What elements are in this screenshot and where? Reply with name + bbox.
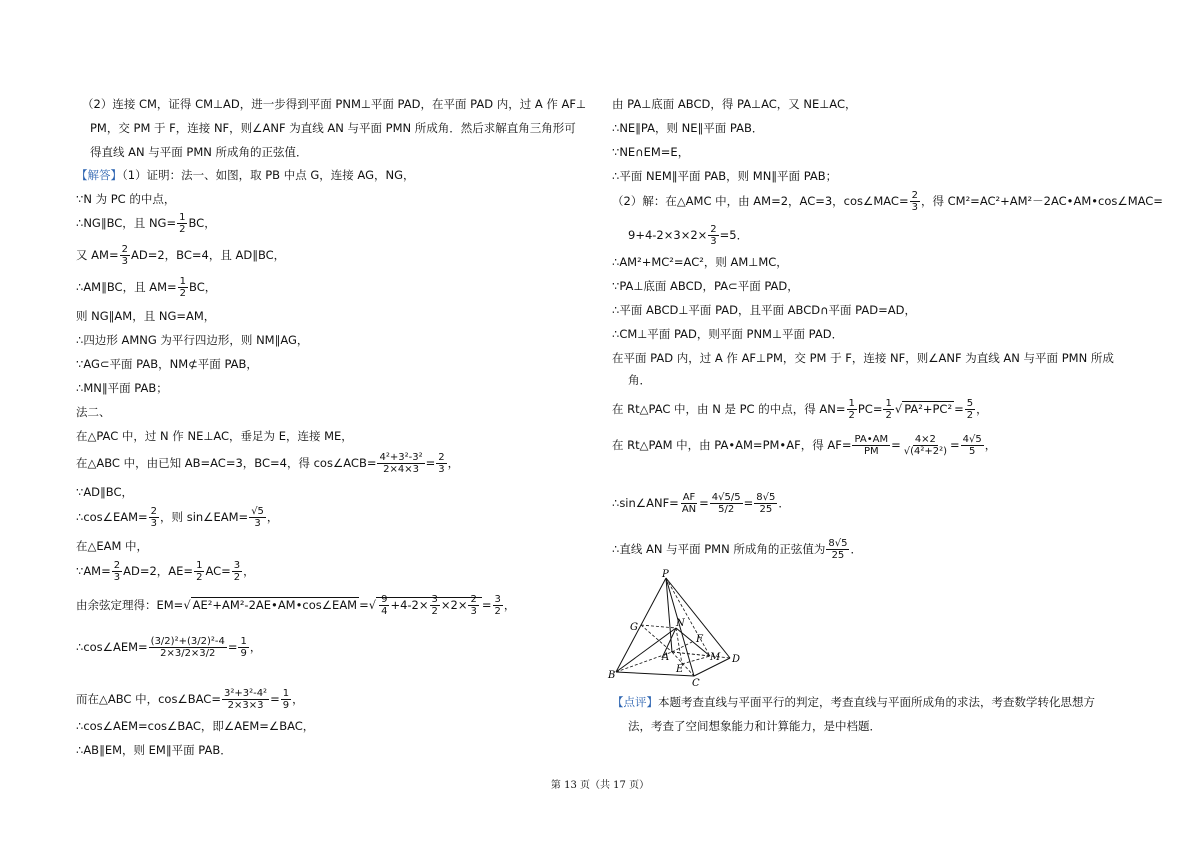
text-line: ∵NE∩EM=E，	[612, 145, 690, 159]
text: ∴直线 AN 与平面 PMN 所成角的正弦值为	[612, 542, 826, 556]
text: =	[699, 496, 709, 510]
text: =5．	[719, 228, 749, 242]
fraction: $\frac{2}{3}$	[911, 190, 918, 213]
text: 由余弦定理得：EM=	[76, 598, 184, 612]
text: （1）证明：法一、如图，取 PB 中点 G，连接 AG，NG，	[122, 168, 415, 182]
fraction: $\frac{1}{2}$	[179, 212, 186, 235]
text-line: ∵PA⊥底面 ABCD，PA⊂平面 PAD，	[612, 279, 799, 293]
text-line	[76, 212, 216, 235]
text-line: ∵AG⊂平面 PAB，NM⊄平面 PAB，	[76, 357, 258, 371]
fraction: $\frac{1}{9}$	[240, 636, 247, 659]
text-line: ∴cos∠AEM=cos∠BAC，即∠AEM=∠BAC，	[76, 719, 315, 733]
text: ∴AM∥BC，且 AM=	[76, 280, 177, 294]
text: ，	[503, 598, 516, 612]
text: AD=2，AE=	[123, 564, 194, 578]
text: ∵AM=	[76, 564, 111, 578]
text-line: ∵N 为 PC 的中点，	[76, 192, 176, 206]
segment-bn	[616, 628, 676, 672]
text: ∴NG∥BC，且 NG=	[76, 216, 177, 230]
text-line: 在△PAC 中，过 N 作 NE⊥AC，垂足为 E，连接 ME，	[76, 429, 353, 443]
text: ，得 CM²=AC²+AM²－2AC•AM•cos∠MAC=	[920, 194, 1163, 208]
text: PC=	[857, 402, 883, 416]
segment-em	[682, 656, 710, 664]
label-g: G	[630, 622, 638, 633]
text-line	[76, 688, 304, 711]
fraction: $\frac{2}{3}$	[150, 506, 158, 529]
fraction: $\frac{5}{2}$	[966, 398, 974, 421]
segment-nm	[676, 628, 710, 656]
text: ，	[266, 510, 279, 524]
segment-af	[672, 642, 692, 652]
text: ，	[984, 438, 997, 452]
text-line: ∴平面 NEM∥平面 PAB，则 MN∥平面 PAB；	[612, 169, 838, 183]
text-line	[612, 190, 1163, 213]
text-line	[76, 276, 216, 299]
fraction: $\frac{3}{2}$	[233, 560, 241, 583]
text-line: ∴AM²+MC²=AC²，则 AM⊥MC，	[612, 255, 788, 269]
text: ∴sin∠ANF=	[612, 496, 679, 510]
text-line	[612, 538, 862, 561]
fraction: $\frac{2}{3}$	[113, 560, 121, 583]
fraction: $\frac{8√5}{25}$	[828, 538, 848, 561]
text-line: PM，交 PM 于 F，连接 NF，则∠ANF 为直线 AN 与平面 PMN 所成角．然后求解直角三角形可	[90, 121, 576, 135]
comment-line	[612, 694, 1095, 710]
text-line: 角．	[628, 373, 651, 387]
text: =	[743, 496, 754, 510]
text-line	[76, 560, 255, 583]
fraction: $\frac{9}{4}$	[381, 594, 388, 617]
text-line: ∴CM⊥平面 PAD，则平面 PNM⊥平面 PAD．	[612, 327, 844, 341]
radical: AE²+AM²-2AE•AM•cos∠EAM	[192, 598, 358, 612]
text: AC=	[205, 564, 231, 578]
text-line	[612, 434, 996, 457]
text: =	[270, 692, 280, 706]
fraction: $\frac{AF}{AN}$	[681, 492, 697, 515]
page-footer: 第 13 页（共 17 页）	[550, 780, 650, 791]
text: （2）解：在△AMC 中，由 AM=2，AC=3，cos∠MAC=	[612, 194, 909, 208]
text: 而在△ABC 中，cos∠BAC=	[76, 692, 221, 706]
fraction: $\frac{3}{2}$	[431, 594, 438, 617]
label-n: N	[676, 618, 685, 629]
text-line: 法二、	[76, 405, 111, 419]
label-d: D	[732, 654, 741, 665]
fraction: $\frac{PA•AM}{PM}$	[854, 434, 889, 457]
text: =	[359, 598, 369, 612]
text: ，则 sin∠EAM=	[160, 510, 249, 524]
text: =	[481, 598, 492, 612]
text: 又 AM=	[76, 248, 119, 262]
fraction: $\frac{\text{3²+3²-4²}}{2\times 3\times 3}$	[223, 688, 268, 711]
fraction: $\frac{2}{3}$	[121, 244, 128, 267]
solution-line	[76, 167, 415, 183]
fraction: $\frac{2}{3}$	[470, 594, 477, 617]
text: 在 Rt△PAM 中，由 PA•AM=PM•AF，得 AF=	[612, 438, 852, 452]
text-line: ∴平面 ABCD⊥平面 PAD，且平面 ABCD∩平面 PAD=AD，	[612, 303, 916, 317]
text-line	[76, 636, 261, 659]
text: ，	[447, 456, 460, 470]
text-line: 由余弦定理得：EM=√ AE²+AM²-2AE•AM•cos∠EAM =√ $\frac{9}{4}$ +4-2× $\frac{3}{2}$ ×2× $\frac{2}{3}$ = $\frac{3}{2}$ ，	[76, 594, 516, 617]
fraction: $\frac{3}{2}$	[494, 594, 501, 617]
fraction: $\frac{√5}{3}$	[251, 506, 264, 529]
text: BC，	[188, 216, 216, 230]
text: 在 Rt△PAC 中，由 N 是 PC 的中点，得 AN=	[612, 402, 846, 416]
segment-am	[672, 652, 710, 656]
fraction: $\frac{4√5}{5}$	[962, 434, 982, 457]
label-p: P	[662, 569, 669, 580]
label-m: M	[710, 652, 721, 663]
text: ，	[249, 640, 262, 654]
text-line	[628, 224, 748, 247]
segment-gn	[641, 625, 676, 628]
comment-tag: 【点评】	[612, 695, 658, 709]
text-line: 得直线 AN 与平面 PMN 所成角的正弦值．	[90, 145, 308, 159]
label-c: C	[692, 678, 700, 688]
label-e: E	[676, 664, 684, 675]
text-line: 在 Rt△PAC 中，由 N 是 PC 的中点，得 AN= $\frac{1}{2}$ PC= $\frac{1}{2}$ √ PA²+PC² = $\frac{5}{2}$ ，	[612, 398, 988, 421]
text-line: ∴MN∥平面 PAB；	[76, 381, 168, 395]
text-line: ∴NE∥PA，则 NE∥平面 PAB．	[612, 121, 764, 135]
text-line: ∵AD∥BC，	[76, 485, 134, 499]
text-line: 则 NG∥AM，且 NG=AM，	[76, 309, 216, 323]
fraction: $\frac{\text{4²+3²-3²}}{2\times 4\times 3}$	[379, 452, 423, 475]
label-f: F	[696, 634, 703, 645]
text: =	[425, 456, 436, 470]
fraction: $\frac{1}{2}$	[848, 398, 855, 421]
segment-ne	[676, 628, 682, 664]
text: BC，	[189, 280, 217, 294]
text: ．	[778, 496, 790, 510]
fraction: $\frac{1}{9}$	[282, 688, 290, 711]
radical: $\frac{9}{4}$ +4-2× $\frac{3}{2}$ ×2× $\frac{2}{3}$	[376, 597, 482, 612]
text-line: 法，考查了空间想象能力和计算能力，是中档题．	[628, 719, 881, 733]
fraction: $\frac{4√5/5}{5/2}$	[711, 492, 741, 515]
text-line	[76, 506, 278, 529]
text: 本题考查直线与平面平行的判定，考查直线与平面所成角的求法，考查数学转化思想方	[658, 695, 1095, 709]
label-b: B	[608, 670, 616, 681]
text: =	[950, 438, 960, 452]
solution-tag: 【解答】	[76, 168, 122, 182]
text: AD=2，BC=4，且 AD∥BC，	[130, 248, 286, 262]
text-line: 在平面 PAD 内，过 A 作 AF⊥PM，交 PM 于 F，连接 NF，则∠ANF 为直线 AN 与平面 PMN 所成	[612, 351, 1114, 365]
fraction: $\frac{1}{2}$	[196, 560, 203, 583]
text: ，	[976, 402, 988, 416]
fraction: $\frac{1}{2}$	[885, 398, 892, 421]
text-line	[76, 452, 459, 475]
text: =	[891, 438, 901, 452]
text: ∴cos∠AEM=	[76, 640, 148, 654]
text: ，	[292, 692, 304, 706]
fraction: $\frac{\text{(3/2)²+(3/2)²-4}}{2\times 3/2\times 3/2}$	[150, 636, 225, 659]
radical: PA²+PC²	[904, 402, 953, 416]
text: ，	[243, 564, 255, 578]
fraction: $\frac{4\times 2}{\text{√(4²+2²)}}$	[903, 434, 948, 457]
text-line: 在△EAM 中，	[76, 539, 149, 553]
text: 9+4-2×3×2×	[628, 228, 708, 242]
label-a: A	[662, 652, 670, 663]
text-line	[612, 492, 790, 515]
text-line: ∴四边形 AMNG 为平行四边形，则 NM∥AG，	[76, 333, 309, 347]
text: =	[954, 402, 964, 416]
text: =	[227, 640, 238, 654]
text: ∴cos∠EAM=	[76, 510, 148, 524]
fraction: $\frac{1}{2}$	[179, 276, 187, 299]
fraction: $\frac{2}{3}$	[710, 224, 717, 247]
text: ．	[850, 542, 862, 556]
fraction: $\frac{2}{3}$	[438, 452, 445, 475]
text-line: 由 PA⊥底面 ABCD，得 PA⊥AC，又 NE⊥AC，	[612, 97, 857, 111]
segment-ga	[641, 625, 672, 652]
fraction: $\frac{8√5}{25}$	[756, 492, 776, 515]
pyramid-figure	[606, 568, 746, 688]
text-line: ∴AB∥EM，则 EM∥平面 PAB．	[76, 743, 232, 757]
text-line: （2）连接 CM，证得 CM⊥AD，进一步得到平面 PNM⊥平面 PAD，在平面 PAD 内，过 A 作 AF⊥	[82, 97, 587, 111]
text: 在△ABC 中，由已知 AB=AC=3，BC=4，得 cos∠ACB=	[76, 456, 377, 470]
text-line	[76, 244, 285, 267]
